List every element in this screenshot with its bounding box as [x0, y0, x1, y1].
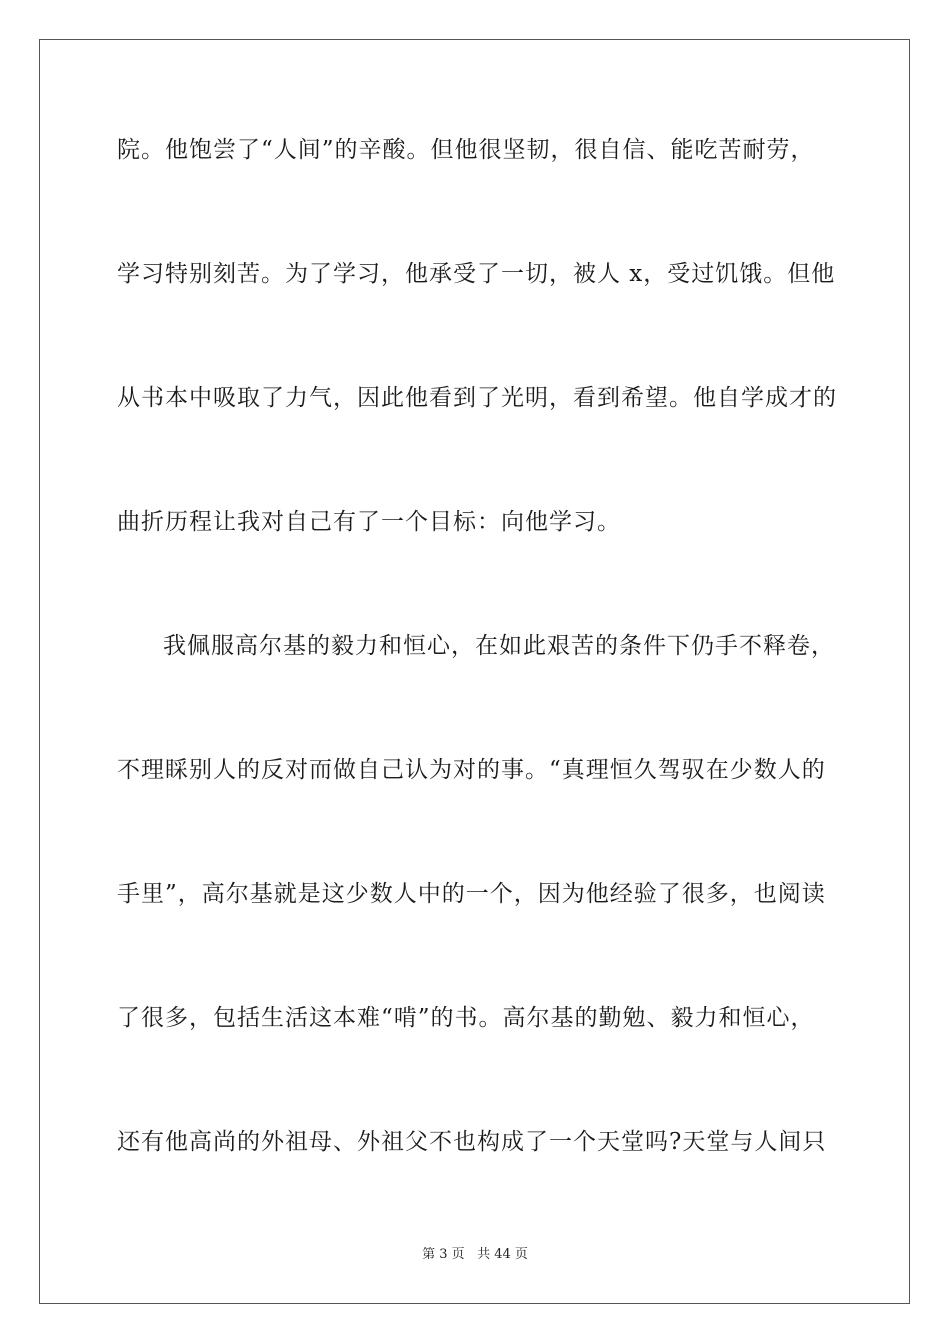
page-number: 第 3 页	[422, 1247, 465, 1262]
text-line-5-paragraph-start: 我佩服高尔基的毅力和恒心，在如此艰苦的条件下仍手不释卷，	[163, 633, 835, 659]
text-line-2: 学习特别刻苦。为了学习，他承受了一切，被人 x，受过饥饿。但他	[117, 261, 836, 287]
text-line-1: 院。他饱尝了“人间”的辛酸。但他很坚韧，很自信、能吃苦耐劳，	[117, 137, 815, 163]
text-line-9: 还有他高尚的外祖母、外祖父不也构成了一个天堂吗?天堂与人间只	[117, 1129, 827, 1155]
page-total: 共 44 页	[477, 1247, 528, 1262]
page-border	[39, 39, 910, 1304]
text-line-3: 从书本中吸取了力气，因此他看到了光明，看到希望。他自学成才的	[117, 385, 837, 411]
page-footer	[0, 1246, 950, 1264]
text-line-6: 不理睬别人的反对而做自己认为对的事。“真理恒久驾驭在少数人的	[117, 757, 826, 783]
text-line-7: 手里”，高尔基就是这少数人中的一个，因为他经验了很多，也阅读	[117, 881, 826, 907]
text-line-4: 曲折历程让我对自己有了一个目标：向他学习。	[117, 509, 621, 535]
text-line-8: 了很多，包括生活这本难“啃”的书。高尔基的勤勉、毅力和恒心，	[117, 1005, 815, 1031]
